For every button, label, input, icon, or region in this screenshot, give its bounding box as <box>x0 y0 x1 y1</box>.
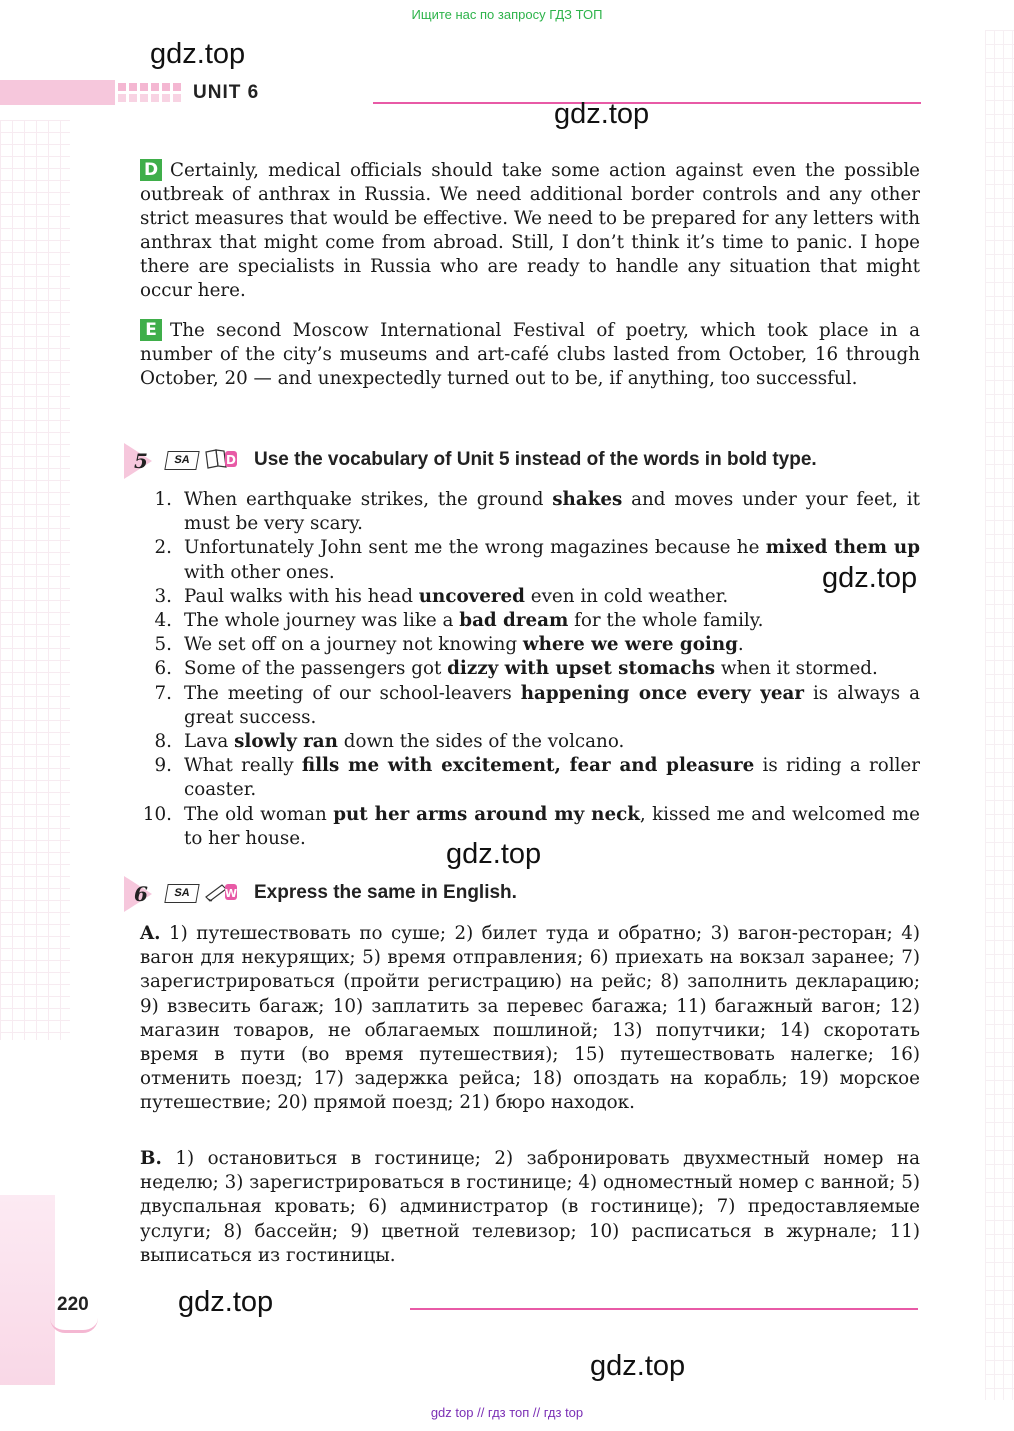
exercise-5-list <box>140 488 926 851</box>
book-icon <box>204 448 238 470</box>
exercise-6-part-b <box>140 1147 920 1268</box>
footer-rule <box>410 1308 918 1310</box>
list-item <box>140 609 920 633</box>
part-a-label: A. <box>140 923 161 944</box>
exercise-5-header <box>124 443 924 479</box>
list-item-text <box>184 730 920 754</box>
item-text-end: with other ones. <box>184 537 926 583</box>
page-number-curve <box>50 1318 98 1333</box>
item-text: The old woman <box>184 803 334 825</box>
item-text: Some of the passengers got <box>184 658 448 680</box>
section-e-badge: E <box>140 319 162 341</box>
list-item <box>140 633 920 657</box>
page-number: 220 <box>57 1294 89 1315</box>
item-bold-phrase: mixed them up <box>765 537 920 559</box>
exercise-number: 5 <box>134 449 148 473</box>
item-text: We set off on a journey not knowing <box>184 634 523 656</box>
workbook-icon-letter: W <box>224 887 238 900</box>
exercise-title: Express the same in English. <box>254 882 517 903</box>
list-item-number: 2. <box>154 537 172 559</box>
list-item-number: 3. <box>154 585 172 607</box>
item-text-end: when it stormed. <box>715 658 878 680</box>
item-bold-phrase: slowly ran <box>234 731 338 753</box>
part-b-label: B. <box>140 1148 162 1169</box>
list-item-text <box>184 488 926 536</box>
section-d-text: Certainly, medical officials should take some action against even the possible outbreak of anthrax in Russia. We need additional border controls and any other strict measures that would be effective. We need to be prepared for any letters with anthrax that might come from abroad. Still, I don’t think it’s time to panic. I hope there are specialists in Russia who are ready to handle any situation that might occur here. <box>140 160 920 301</box>
sa-icon: SA <box>164 451 199 470</box>
watermark: gdz.top <box>150 38 246 70</box>
list-item-number: 4. <box>154 610 172 632</box>
item-text-end: , kissed me and welcomed me to her house. <box>184 803 926 849</box>
unit-header-squares-lower <box>118 94 181 102</box>
item-text: When earthquake strikes, the ground <box>184 489 553 510</box>
item-text-end: is always a great success. <box>184 682 926 728</box>
list-item-text <box>184 754 926 802</box>
list-item-text <box>184 803 926 851</box>
item-bold-phrase: bad dream <box>459 610 569 632</box>
item-text-end: . <box>737 634 744 656</box>
item-text-end: and moves under your feet, it must be very scary. <box>184 489 926 535</box>
list-item <box>140 730 920 754</box>
list-item <box>140 682 926 730</box>
list-item <box>140 536 926 584</box>
unit-header-bar <box>0 80 115 105</box>
list-item-number: 8. <box>154 731 172 753</box>
exercise-number: 6 <box>134 882 148 906</box>
list-item <box>140 488 926 536</box>
list-item-text <box>184 682 926 730</box>
exercise-6-part-a <box>140 922 920 1116</box>
item-bold-phrase: where we were going <box>522 634 738 656</box>
workbook-icon <box>204 881 238 903</box>
item-bold-phrase: dizzy with upset stomachs <box>447 658 716 680</box>
item-bold-phrase: put her arms around my neck <box>333 803 640 825</box>
item-text: The meeting of our school-leavers <box>184 682 521 704</box>
watermark: gdz.top <box>554 98 650 130</box>
item-text: The whole journey was like a <box>184 610 460 632</box>
right-margin-pattern <box>985 30 1014 1400</box>
watermark: gdz.top <box>178 1286 274 1318</box>
item-text-end: even in cold weather. <box>524 585 729 607</box>
item-bold-phrase: shakes <box>552 489 623 510</box>
part-a-text: 1) путешествовать по суше; 2) билет туда и обратно; 3) вагон-ресторан; 4) вагон для некурящих; 5) время отправления; 6) приехать на вокзал заранее; 7) зарегистрироваться (пройти регистрацию) на рейс; 8) заполнить декларацию; 9) взвесить багаж; 10) заплатить за перевес багажа; 11) багажный вагон; 12) магазин товаров, не облагаемых пошлиной; 13) попутчики; 14) скоротать время в пути (во время путешествия); 15) путешествовать налегке; 16) отменить поезд; 17) задержка рейса; 18) опоздать на корабль; 19) морское путешествие; 20) прямой поезд; 21) бюро находок. <box>140 923 921 1114</box>
list-item-text <box>184 536 926 584</box>
list-item <box>140 657 920 681</box>
top-banner[interactable]: Ищите нас по запросу ГДЗ ТОП <box>411 7 603 22</box>
footer-links[interactable]: gdz top // гдз топ // гдз top <box>430 1405 584 1420</box>
section-d <box>140 159 920 303</box>
list-item-number: 6. <box>154 658 172 680</box>
list-item-number: 10. <box>142 803 172 825</box>
list-item-text <box>184 609 920 633</box>
list-item-number: 9. <box>154 755 172 777</box>
unit-title: UNIT 6 <box>193 82 260 103</box>
list-item <box>140 754 926 802</box>
part-b-text: 1) остановиться в гостинице; 2) забронировать двухместный номер на неделю; 3) зарегистрироваться в гостинице; 4) одноместный номер с ванной; 5) двуспальная кровать; 6) администратор (в гостинице); 7) предоставляемые услуги; 8) бассейн; 9) цветной телевизор; 10) расписаться в журнале; 11) выписаться из гостиницы. <box>140 1148 921 1266</box>
item-bold-phrase: happening once every year <box>520 682 805 704</box>
unit-header-squares <box>118 83 181 91</box>
watermark: gdz.top <box>590 1350 686 1382</box>
list-item-text <box>184 585 920 609</box>
item-text: What really <box>184 755 302 777</box>
item-text-end: for the whole family. <box>568 610 764 632</box>
section-e <box>140 319 920 391</box>
item-text: Paul walks with his head <box>184 585 419 607</box>
item-bold-phrase: uncovered <box>418 585 525 607</box>
exercise-6-header <box>124 876 924 912</box>
list-item-number: 7. <box>154 682 172 704</box>
list-item-text <box>184 633 920 657</box>
item-text: Unfortunately John sent me the wrong magazines because he <box>184 537 766 559</box>
exercise-title: Use the vocabulary of Unit 5 instead of the words in bold type. <box>254 449 817 470</box>
item-text: Lava <box>184 731 235 753</box>
watermark: gdz.top <box>822 562 918 594</box>
item-text-end: down the sides of the volcano. <box>337 731 625 753</box>
list-item <box>140 585 920 609</box>
item-text-end: is riding a roller coaster. <box>184 755 926 801</box>
section-d-badge: D <box>140 159 162 181</box>
item-bold-phrase: fills me with excitement, fear and pleasure <box>301 755 755 777</box>
section-e-text: The second Moscow International Festival of poetry, which took place in a number of the city’s museums and art-café clubs lasted from October, 16 through October, 20 — and unexpectedly turned out to be, if anything, too successful. <box>140 320 920 389</box>
list-item-number: 1. <box>154 489 172 510</box>
list-item-text <box>184 657 920 681</box>
book-icon-letter: D <box>226 453 236 467</box>
left-margin-pattern <box>0 120 70 1040</box>
left-margin-grid-block <box>0 1195 55 1385</box>
sa-icon: SA <box>164 884 199 903</box>
watermark: gdz.top <box>446 838 542 870</box>
list-item-number: 5. <box>154 634 172 656</box>
